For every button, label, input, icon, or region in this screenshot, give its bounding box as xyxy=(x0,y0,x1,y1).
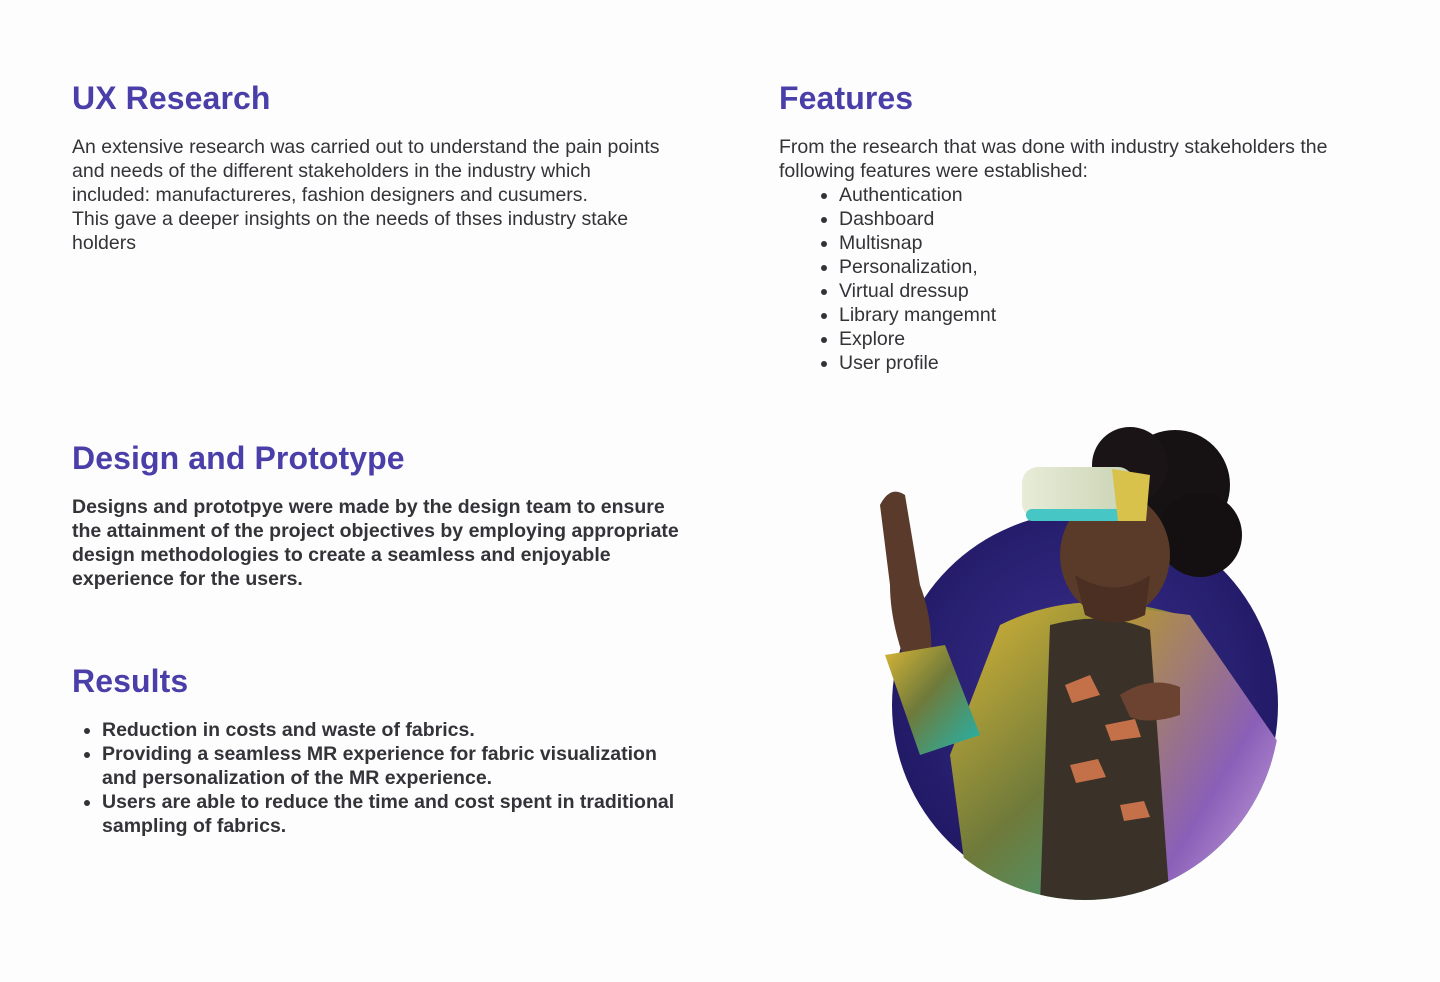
design-prototype-heading: Design and Prototype xyxy=(72,440,405,476)
features-list xyxy=(809,183,996,375)
ux-research-paragraph-2: This gave a deeper insights on the needs of thses industry stake holders xyxy=(72,208,629,254)
feature-item: • Library mangemnt xyxy=(839,303,996,327)
features-intro: From the research that was done with industry stakeholders the following features were established: xyxy=(779,136,1328,182)
result-item: • Users are able to reduce the time and cost spent in traditional sampling of fabrics. xyxy=(102,790,682,838)
results-list xyxy=(72,718,682,838)
feature-item: • User profile xyxy=(839,351,996,375)
ux-research-text xyxy=(72,135,672,255)
result-item: • Providing a seamless MR experience for fabric visualization and personalization of the MR experience. xyxy=(102,742,682,790)
feature-item: • Multisnap xyxy=(839,231,996,255)
vr-user-illustration xyxy=(850,425,1290,905)
feature-item: • Virtual dressup xyxy=(839,279,996,303)
feature-item: • Dashboard xyxy=(839,207,996,231)
features-heading: Features xyxy=(779,80,914,116)
ux-research-heading: UX Research xyxy=(72,80,271,116)
feature-item: • Personalization, xyxy=(839,255,996,279)
feature-item: • Authentication xyxy=(839,183,996,207)
result-item: • Reduction in costs and waste of fabrics. xyxy=(102,718,682,742)
feature-item: • Explore xyxy=(839,327,996,351)
vr-headset-icon xyxy=(1022,467,1150,521)
results-heading: Results xyxy=(72,663,189,699)
ux-research-paragraph-1: An extensive research was carried out to understand the pain points and needs of the different stakeholders in the industry which included: manufactureres, fashion designers and cusumers. xyxy=(72,136,660,206)
design-prototype-text: Designs and prototpye were made by the design team to ensure the attainment of the project objectives by employing appropriate design methodologies to create a seamless and enjoyable experience for the users. xyxy=(72,496,679,590)
